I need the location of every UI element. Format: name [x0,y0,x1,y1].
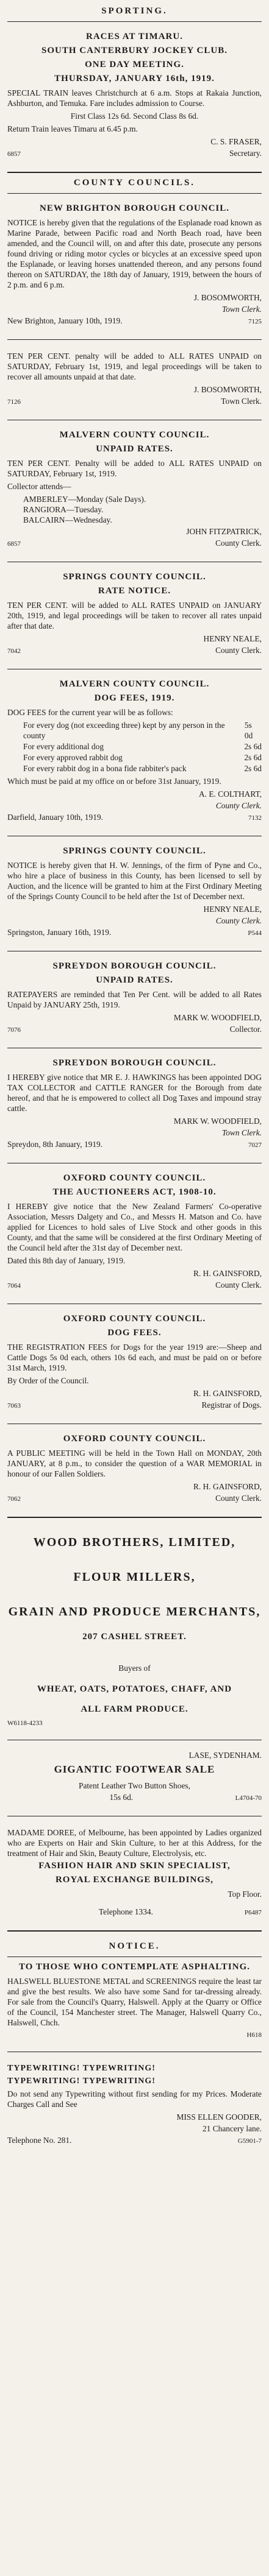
ad-heading: MALVERN COUNTY COUNCIL. [59,679,210,689]
ad-role: Town Clerk. [222,305,262,314]
ad-subheading: RATE NOTICE. [98,586,171,596]
ad-reference: 7063 [7,1402,21,1410]
fee-label: For every dog (not exceeding three) kept by any person in the county [23,721,225,740]
ad-subheading: ALL FARM PRODUCE. [81,1704,188,1714]
fee-value: 5s 0d [244,721,253,740]
fee-row [7,752,262,763]
ad-heading: TYPEWRITING! TYPEWRITING! [7,2077,156,2086]
ad-reference: 7042 [7,648,21,655]
ad-heading: TYPEWRITING! TYPEWRITING! [7,2064,156,2073]
ad-signature: J. BOSOMWORTH, [193,293,262,302]
ad-body: Return Train leaves Timaru at 6.45 p.m. [7,124,138,133]
divider [7,172,262,173]
ad-reference: 7132 [248,814,262,822]
ad-club-name: SOUTH CANTERBURY JOCKEY CLUB. [41,46,228,55]
ad-text: Patent Leather Two Button Shoes, [79,1781,190,1790]
ad-signature: R. H. GAINSFORD, [193,1389,262,1398]
ad-role: County Clerk. [215,1494,262,1503]
ad-springs-rates [7,567,262,664]
ad-date: New Brighton, January 10th, 1919. [7,316,123,325]
ad-body: Which must be paid at my office on or before 31st January, 1919. [7,777,221,786]
ad-heading: MALVERN COUNTY COUNCIL. [59,430,210,440]
ad-reference: P6487 [244,1909,262,1916]
ad-subheading: WHEAT, OATS, POTATOES, CHAFF, AND [37,1684,232,1694]
ad-price: 15s 6d. [109,1793,134,1802]
fee-label: For every additional dog [23,742,104,751]
fee-label: For every approved rabbit dog [23,753,123,762]
ad-reference: 6857 [7,150,21,158]
ad-body: DOG FEES for the current year will be as follows: [7,708,173,717]
ad-reference: L4704-70 [235,1794,262,1802]
ad-body: THE REGISTRATION FEES for Dogs for the year 1919 are:—Sheep and Cattle Dogs 5s 0d each, others 10s 6d each, and must be paid on or before 31st March, 1919. [7,1343,262,1372]
fee-row [7,741,262,752]
ad-madame-doree [7,1821,262,1925]
ad-phone: Telephone No. 281. [7,2136,72,2145]
ad-heading: SPREYDON BOROUGH COUNCIL. [52,1058,217,1068]
ad-reference: 7064 [7,1282,21,1290]
ad-lase-sydenham [7,1745,262,1811]
ad-heading: RACES AT TIMARU. [86,32,183,41]
ad-role: County Clerk. [215,1280,262,1290]
ad-collector: Collector attends— [7,482,71,491]
ad-subheading: FLOUR MILLERS, [73,1570,196,1584]
divider [7,1517,262,1518]
ad-body: TEN PER CENT. penalty will be added to ALL RATES UNPAID on SATURDAY, February 1st, 1919, and legal proceedings will be taken to recover all amounts unpaid at that date. [7,351,262,381]
ad-signature: J. BOSOMWORTH, [193,385,262,394]
ad-oxford-auction [7,1168,262,1299]
ad-new-brighton [7,199,262,334]
fee-value: 2s 6d [244,764,262,773]
ad-date: Springston, January 16th, 1919. [7,928,112,937]
ad-body: TEN PER CENT. Penalty will be added to ALL RATES UNPAID on SATURDAY, February 1st, 1919. [7,459,262,478]
ad-reference: 6857 [7,540,21,548]
ad-role: County Clerk. [215,916,262,925]
ad-subheading: GIGANTIC FOOTWEAR SALE [54,1763,215,1775]
fee-value: 2s 6d [244,742,262,751]
ad-signature: HENRY NEALE, [203,905,262,914]
ad-body: TEN PER CENT. will be added to ALL RATES UNPAID on JANUARY 20th, 1919, and legal proceedings will be taken to recover all rates unpaid after that date. [7,601,262,630]
ad-reference: 7027 [248,1142,262,1149]
ad-oxford-dogs [7,1309,262,1419]
ad-signature: R. H. GAINSFORD, [193,1269,262,1278]
ad-heading: WOOD BROTHERS, LIMITED, [33,1536,236,1549]
ad-signature: R. H. GAINSFORD, [193,1482,262,1491]
ad-role: County Clerk. [215,801,262,810]
ad-role: Collector. [229,1025,262,1034]
ad-reference: W6118-4233 [7,1720,43,1727]
ad-order: By Order of the Council. [7,1376,89,1385]
ad-spreydon-rates [7,956,262,1043]
ad-signature: A. E. COLTHART, [199,789,262,799]
ad-signature: MARK W. WOODFIELD, [173,1117,262,1126]
ad-heading: NEW BRIGHTON BOROUGH COUNCIL. [40,203,229,213]
ad-subheading: TO THOSE WHO CONTEMPLATE ASPHALTING. [18,1962,250,1972]
ad-oxford-meeting [7,1429,262,1512]
ad-address: Top Floor. [228,1890,262,1899]
ad-date: Spreydon, 8th January, 1919. [7,1140,103,1149]
ad-body: RATEPAYERS are reminded that Ten Per Cent. will be added to all Rates Unpaid by JANUARY 25th, 1919. [7,990,262,1009]
ad-heading: OXFORD COUNTY COUNCIL. [63,1314,206,1324]
ad-reference: G5901-7 [237,2137,262,2145]
ad-subheading: DOG FEES. [107,1328,162,1338]
ad-body: A PUBLIC MEETING will be held in the Town Hall on MONDAY, 20th JANUARY, at 8 p.m., to consider the question of a WAR MEMORIAL in honour of our Fallen Soldiers. [7,1449,262,1478]
ad-new-brighton-rates [7,345,262,415]
ad-signature: MISS ELLEN GOODER, [176,2112,262,2122]
ad-signature: MARK W. WOODFIELD, [173,1013,262,1022]
section-heading-sporting: SPORTING. [101,6,168,16]
section-heading-councils: COUNTY COUNCILS. [73,178,196,188]
ad-role: Town Clerk. [222,1128,262,1137]
ad-typewriting [7,2057,262,2154]
ad-body: NOTICE is hereby given that the regulations of the Esplanade road known as Marine Parade, between Pacific road and North Beach road, have been amended, and the Council will, on and after this date, prosecute any persons found driving or riding motor cycles or bicycles at an excessive speed upon the Esplanade, or leaving horses unattended thereon, and any persons found thereon on SATURDAY, the 18th day of January, 1919, between the hours of 2 p.m. and 6 p.m. [7,218,262,289]
ad-list-item: RANGIORA—Tuesday. [23,505,104,514]
ad-notice-asphalting [7,1936,262,2047]
ad-signature: C. S. FRASER, [210,137,262,146]
ad-body: I HEREBY give notice that the New Zealand Farmers' Co-operative Association, Messrs Dalgety and Co., and Messrs H. Matson and Co. have applied for Licences to hold sales of Live Stock and other goods in this County, and that the same will be considered at the first Ordinary Meeting of the Council held after the 31st day of December next. [7,1202,262,1252]
ad-heading: LASE, SYDENHAM. [188,1751,262,1760]
ad-role: Town Clerk. [221,397,262,406]
ad-body: Dated this 8th day of January, 1919. [7,1256,126,1265]
ad-heading: SPRINGS COUNTY COUNCIL. [63,846,206,856]
ad-body: MADAME DOREE, of Melbourne, has been appointed by Ladies organized who are Experts on Hair and Skin Culture, to her at this Address, for the treatment of Hair and Skin, Beauty Culture, Electrolysis, etc. [7,1828,262,1858]
ad-heading: SPREYDON BOROUGH COUNCIL. [52,961,217,971]
ad-subheading: THE AUCTIONEERS ACT, 1908-10. [52,1187,217,1197]
ad-reference: 7125 [248,318,262,325]
ad-malvern-dogs [7,674,262,831]
ad-heading: OXFORD COUNTY COUNCIL. [63,1173,206,1183]
ad-reference: H618 [246,2031,262,2039]
fee-row [7,720,262,741]
ad-body: HALSWELL BLUESTONE METAL and SCREENINGS require the least tar and give the best results. We also have some Sand for tar-dressing already. For sale from the Council's Quarry, Halswell. Apply at the Quarry or Office of the Council, 154 Manchester street. The Manager, Halswell Quarry Co., Halswell, Chch. [7,1977,262,2027]
ad-reference: 7076 [7,1026,21,1034]
ad-signature: JOHN FITZPATRICK, [186,527,262,536]
ad-address: ROYAL EXCHANGE BUILDINGS, [55,1875,214,1885]
ad-role: Registrar of Dogs. [201,1400,262,1410]
ad-reference: P544 [248,930,262,937]
ad-signature: HENRY NEALE, [203,634,262,643]
ad-subheading: UNPAID RATES. [96,975,173,985]
ad-subheading: ONE DAY MEETING. [85,60,184,69]
ad-malvern-rates [7,425,262,557]
ad-reference: 7062 [7,1495,21,1503]
ad-role: County Clerk. [215,538,262,548]
ad-date: Darfield, January 10th, 1919. [7,813,103,822]
ad-text: Buyers of [118,1664,151,1673]
ad-heading: SPRINGS COUNTY COUNCIL. [63,572,206,582]
fee-label: For every rabbit dog in a bona fide rabbiter's pack [23,764,187,773]
ad-body: NOTICE is hereby given that H. W. Jennings, of the firm of Pyne and Co., who hire a place of business in this County, has been licensed to sell by Auction, and the licence will be granted to him at the First Ordinary Meeting of the Springs County Council to be held after the 1st of December next. [7,861,262,901]
ad-heading: NOTICE. [109,1941,160,1951]
divider [7,339,262,340]
divider [7,193,262,194]
ad-address: 21 Chancery lane. [202,2124,262,2133]
ad-fare: First Class 12s 6d. Second Class 8s 6d. [70,111,199,121]
ad-wood-brothers [7,1523,262,1735]
fee-value: 2s 6d [244,753,262,762]
ad-address: 207 CASHEL STREET. [82,1632,187,1642]
divider [7,21,262,22]
ad-races-timaru [7,27,262,167]
ad-springs-sale [7,841,262,946]
ad-role: County Clerk. [215,646,262,655]
ad-date: THURSDAY, JANUARY 16th, 1919. [54,74,215,83]
ad-subheading: GRAIN AND PRODUCE MERCHANTS, [8,1605,261,1618]
ad-body: I HEREBY give notice that MR E. J. HAWKINGS has been appointed DOG TAX COLLECTOR and CATTLE RANGER for the Borough from date hereof, and that he is empowered to collect all Dog Taxes and impound stray cattle. [7,1073,262,1113]
ad-list-item: BALCAIRN—Wednesday. [23,515,112,524]
fee-row [7,763,262,774]
ad-subheading: DOG FEES, 1919. [94,693,175,703]
newspaper-column [7,0,262,2572]
ad-list-item: AMBERLEY—Monday (Sale Days). [23,495,146,504]
ad-body: SPECIAL TRAIN leaves Christchurch at 6 a.m. Stops at Rakaia Junction, Ashburton, and Temuka. Fare includes admission to Course. [7,88,262,108]
ad-phone: Telephone 1334. [98,1907,153,1916]
ad-body: Do not send any Typewriting without first sending for my Prices. Moderate Charges Call and See [7,2089,262,2109]
ad-heading: OXFORD COUNTY COUNCIL. [63,1434,206,1444]
ad-role: Secretary. [229,149,262,158]
divider [7,1930,262,1932]
ad-spreydon-notice [7,1053,262,1158]
ad-reference: 7126 [7,398,21,406]
ad-heading: FASHION HAIR AND SKIN SPECIALIST, [38,1861,231,1871]
ad-subheading: UNPAID RATES. [96,444,173,454]
